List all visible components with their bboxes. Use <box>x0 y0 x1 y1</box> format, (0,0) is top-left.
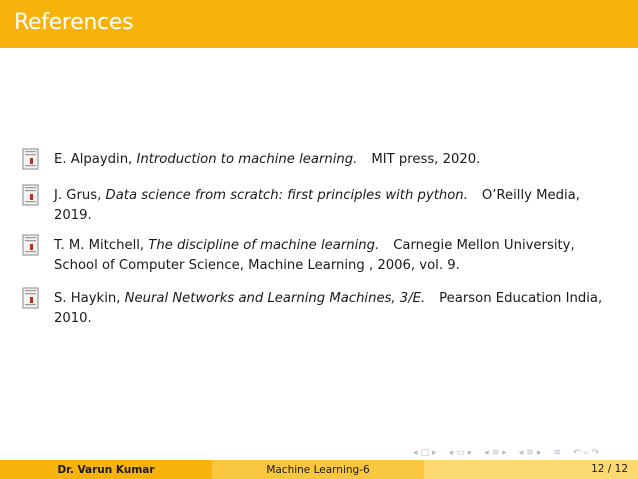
reference-publisher: MIT press, 2020. <box>371 152 481 167</box>
reference-title: Data science from scratch: first principles with python. <box>105 188 468 203</box>
reference-item <box>22 150 612 170</box>
reference-author: T. M. Mitchell, <box>54 238 145 253</box>
reference-title: Neural Networks and Learning Machines, 3/E. <box>124 291 426 306</box>
reference-publisher: O’Reilly Media, 2019. <box>54 188 580 223</box>
nav-left-arrow-icon[interactable]: ◂ <box>413 448 418 458</box>
slide-title: References <box>14 10 134 35</box>
nav-right-arrow-icon[interactable]: ▸ <box>432 448 437 458</box>
book-icon <box>22 287 40 309</box>
nav-back-icon[interactable]: ↶ <box>572 448 581 458</box>
nav-frame-icon[interactable]: □ <box>420 448 430 458</box>
nav-section-icon[interactable]: ≡ <box>491 448 500 458</box>
slide-header <box>0 0 638 48</box>
footer-title: Machine Learning-6 <box>212 460 424 479</box>
nav-left-arrow-icon[interactable]: ◂ <box>518 448 524 458</box>
nav-left-arrow-icon[interactable]: ◂ <box>448 448 454 458</box>
nav-forward-icon[interactable]: ↷ <box>591 448 600 458</box>
reference-item <box>22 186 612 226</box>
nav-right-arrow-icon[interactable]: ▸ <box>502 448 507 458</box>
book-icon <box>22 234 40 256</box>
book-icon <box>22 148 40 170</box>
nav-appendix-icon[interactable]: ≡ <box>553 448 561 458</box>
footer-right <box>424 460 638 479</box>
book-icon <box>22 184 40 206</box>
reference-publisher: Carnegie Mellon University, School of Computer Science, Machine Learning , 2006, vol. 9. <box>54 238 575 273</box>
nav-left-arrow-icon[interactable]: ◂ <box>484 448 489 458</box>
reference-item <box>22 236 612 276</box>
nav-search-icon[interactable]: ⌕ <box>583 448 589 458</box>
reference-item <box>22 289 612 329</box>
reference-author: J. Grus, <box>54 188 102 203</box>
reference-author: E. Alpaydin, <box>54 152 133 167</box>
nav-right-arrow-icon[interactable]: ▸ <box>467 448 473 458</box>
page-number: 12 / 12 <box>591 463 628 475</box>
reference-publisher: Pearson Education India, 2010. <box>54 291 603 326</box>
footer-author: Dr. Varun Kumar <box>0 460 212 479</box>
slide-footer <box>0 460 638 479</box>
nav-right-arrow-icon[interactable]: ▸ <box>536 448 542 458</box>
beamer-navigation <box>413 446 599 460</box>
reference-title: Introduction to machine learning. <box>136 152 358 167</box>
nav-document-icon[interactable]: ≡ <box>526 448 534 458</box>
reference-title: The discipline of machine learning. <box>148 238 380 253</box>
nav-subsection-icon[interactable]: ▭ <box>456 448 465 458</box>
reference-author: S. Haykin, <box>54 291 121 306</box>
